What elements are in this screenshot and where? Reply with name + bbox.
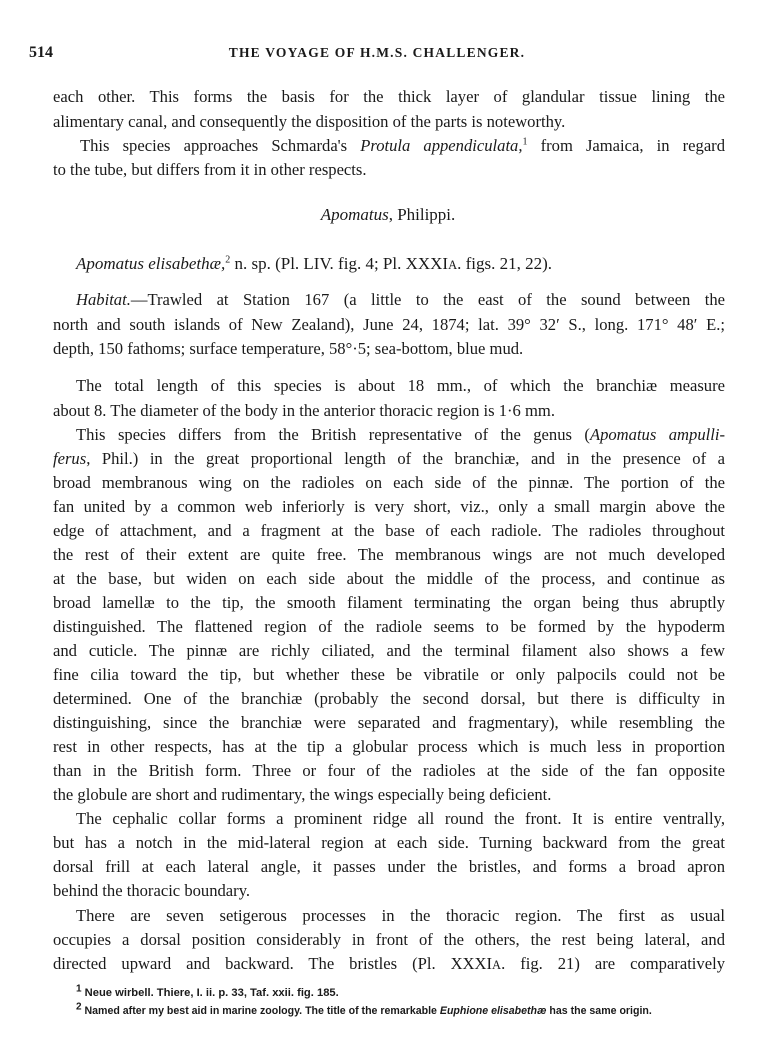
genus-author: , Philippi.	[388, 205, 456, 224]
footnote-text: Named after my best aid in marine zoology. The title of the remarkable	[81, 1005, 440, 1017]
species-name: Apomatus elisabethæ,	[76, 254, 226, 273]
text-line: rest in other respects, has at the tip a globular process which is much less in proportion	[53, 737, 725, 756]
genus-name: Apomatus	[320, 205, 389, 224]
text-line: and cuticle. The pinnæ are richly ciliated, and the terminal filament also shows a few	[53, 641, 725, 660]
footnote-1	[76, 983, 339, 1000]
text-fragment: n. sp. (Pl. LIV. fig. 4; Pl. XXXI	[230, 254, 449, 273]
footnote-2	[76, 1001, 652, 1018]
text-line: at the base, but widen on each side about the middle of the process, and continue as	[53, 569, 725, 588]
text-line	[53, 954, 725, 975]
taxon-name: ferus	[53, 449, 87, 468]
text-line: but has a notch in the mid-lateral region at each side. Turning backward from the great	[53, 833, 725, 852]
text-line: dorsal frill at each lateral angle, it passes under the bristles, and forms a broad apron	[53, 857, 725, 876]
text-fragment: —Trawled at Station 167 (a little to the east of the sound between the	[130, 290, 725, 309]
text-line: behind the thoracic boundary.	[53, 881, 251, 900]
footnote-ref: 1	[522, 136, 528, 148]
text-fragment: A	[448, 258, 458, 272]
text-fragment: This species approaches Schmarda's	[80, 136, 361, 155]
text-line: the globule are short and rudimentary, the wings especially being deficient.	[53, 785, 552, 804]
species-heading	[76, 254, 552, 275]
text-fragment: , Phil.) in the great proportional length of the branchiæ, and in the presence of a	[86, 449, 725, 468]
running-title: THE VOYAGE OF H.M.S. CHALLENGER.	[228, 45, 526, 60]
footnote-marker: 2	[76, 1001, 82, 1013]
habitat-label: Habitat.	[76, 290, 131, 309]
text-fragment: directed upward and backward. The bristles (Pl. XXXI	[53, 954, 493, 973]
text-line: broad membranous wing on the radioles on each side of the pinnæ. The portion of the	[53, 473, 725, 492]
text-line: depth, 150 fathoms; surface temperature, 58°·5; sea-bottom, blue mud.	[53, 339, 524, 358]
taxon-name: Apomatus ampulli-	[589, 425, 725, 444]
text-line: distinguishing, since the branchiæ were separated and fragmentary), while resembling the	[53, 713, 725, 732]
text-fragment: This species differs from the British representative of the genus (	[76, 425, 590, 444]
text-fragment: . figs. 21, 22).	[457, 254, 553, 273]
footnote-ref: 2	[225, 254, 231, 266]
text-fragment: . fig. 21) are comparatively	[501, 954, 725, 973]
text-line: occupies a dorsal position considerably in front of the others, the rest being lateral, and	[53, 930, 725, 949]
text-line	[76, 425, 725, 445]
footnote-text: Neue wirbell. Thiere, I. ii. p. 33, Taf. xxii. fig. 185.	[81, 987, 339, 999]
text-line: broad lamellæ to the tip, the smooth filament terminating the organ being thus abruptly	[53, 593, 725, 612]
text-line	[53, 449, 725, 469]
text-fragment: A	[492, 958, 502, 972]
text-line: the rest of their extent are quite free. The membranous wings are not much developed	[53, 545, 725, 564]
text-line: fine cilia toward the tip, but whether these be vibratile or only palpocils could not be	[53, 665, 725, 684]
text-line: to the tube, but differs from it in other respects.	[53, 160, 367, 179]
text-line: There are seven setigerous processes in the thoracic region. The first as usual	[76, 906, 725, 925]
text-line: about 8. The diameter of the body in the anterior thoracic region is 1·6 mm.	[53, 401, 555, 420]
text-line: distinguished. The flattened region of the radiole seems to be formed by the hypoderm	[53, 617, 725, 636]
text-line: than in the British form. Three or four of the radioles at the side of the fan opposite	[53, 761, 725, 780]
taxon-name: Euphione elisabethæ	[439, 1005, 547, 1017]
text-line: north and south islands of New Zealand), June 24, 1874; lat. 39° 32′ S., long. 171° 48′ E.;	[53, 315, 725, 334]
genus-heading	[0, 205, 776, 225]
footnote-marker: 1	[76, 983, 82, 995]
taxon-name: Protula appendiculata,	[360, 136, 523, 155]
text-line: each other. This forms the basis for the thick layer of glandular tissue lining the	[53, 87, 725, 106]
text-line: edge of attachment, and a fragment at the base of each radiole. The radioles throughout	[53, 521, 725, 540]
text-line: fan united by a common web inferiorly is very short, viz., only a small margin above the	[53, 497, 725, 516]
text-line: determined. One of the branchiæ (probably the second dorsal, but there is difficulty in	[53, 689, 725, 708]
text-fragment: from Jamaica, in regard	[527, 136, 726, 155]
footnote-text: has the same origin.	[546, 1005, 652, 1017]
text-line: alimentary canal, and consequently the disposition of the parts is noteworthy.	[53, 112, 566, 131]
text-line: The cephalic collar forms a prominent ridge all round the front. It is entire ventrally,	[76, 809, 725, 828]
habitat-line	[76, 290, 725, 310]
text-line	[80, 136, 725, 156]
text-line: The total length of this species is about 18 mm., of which the branchiæ measure	[76, 376, 725, 395]
page-number: 514	[29, 44, 53, 61]
